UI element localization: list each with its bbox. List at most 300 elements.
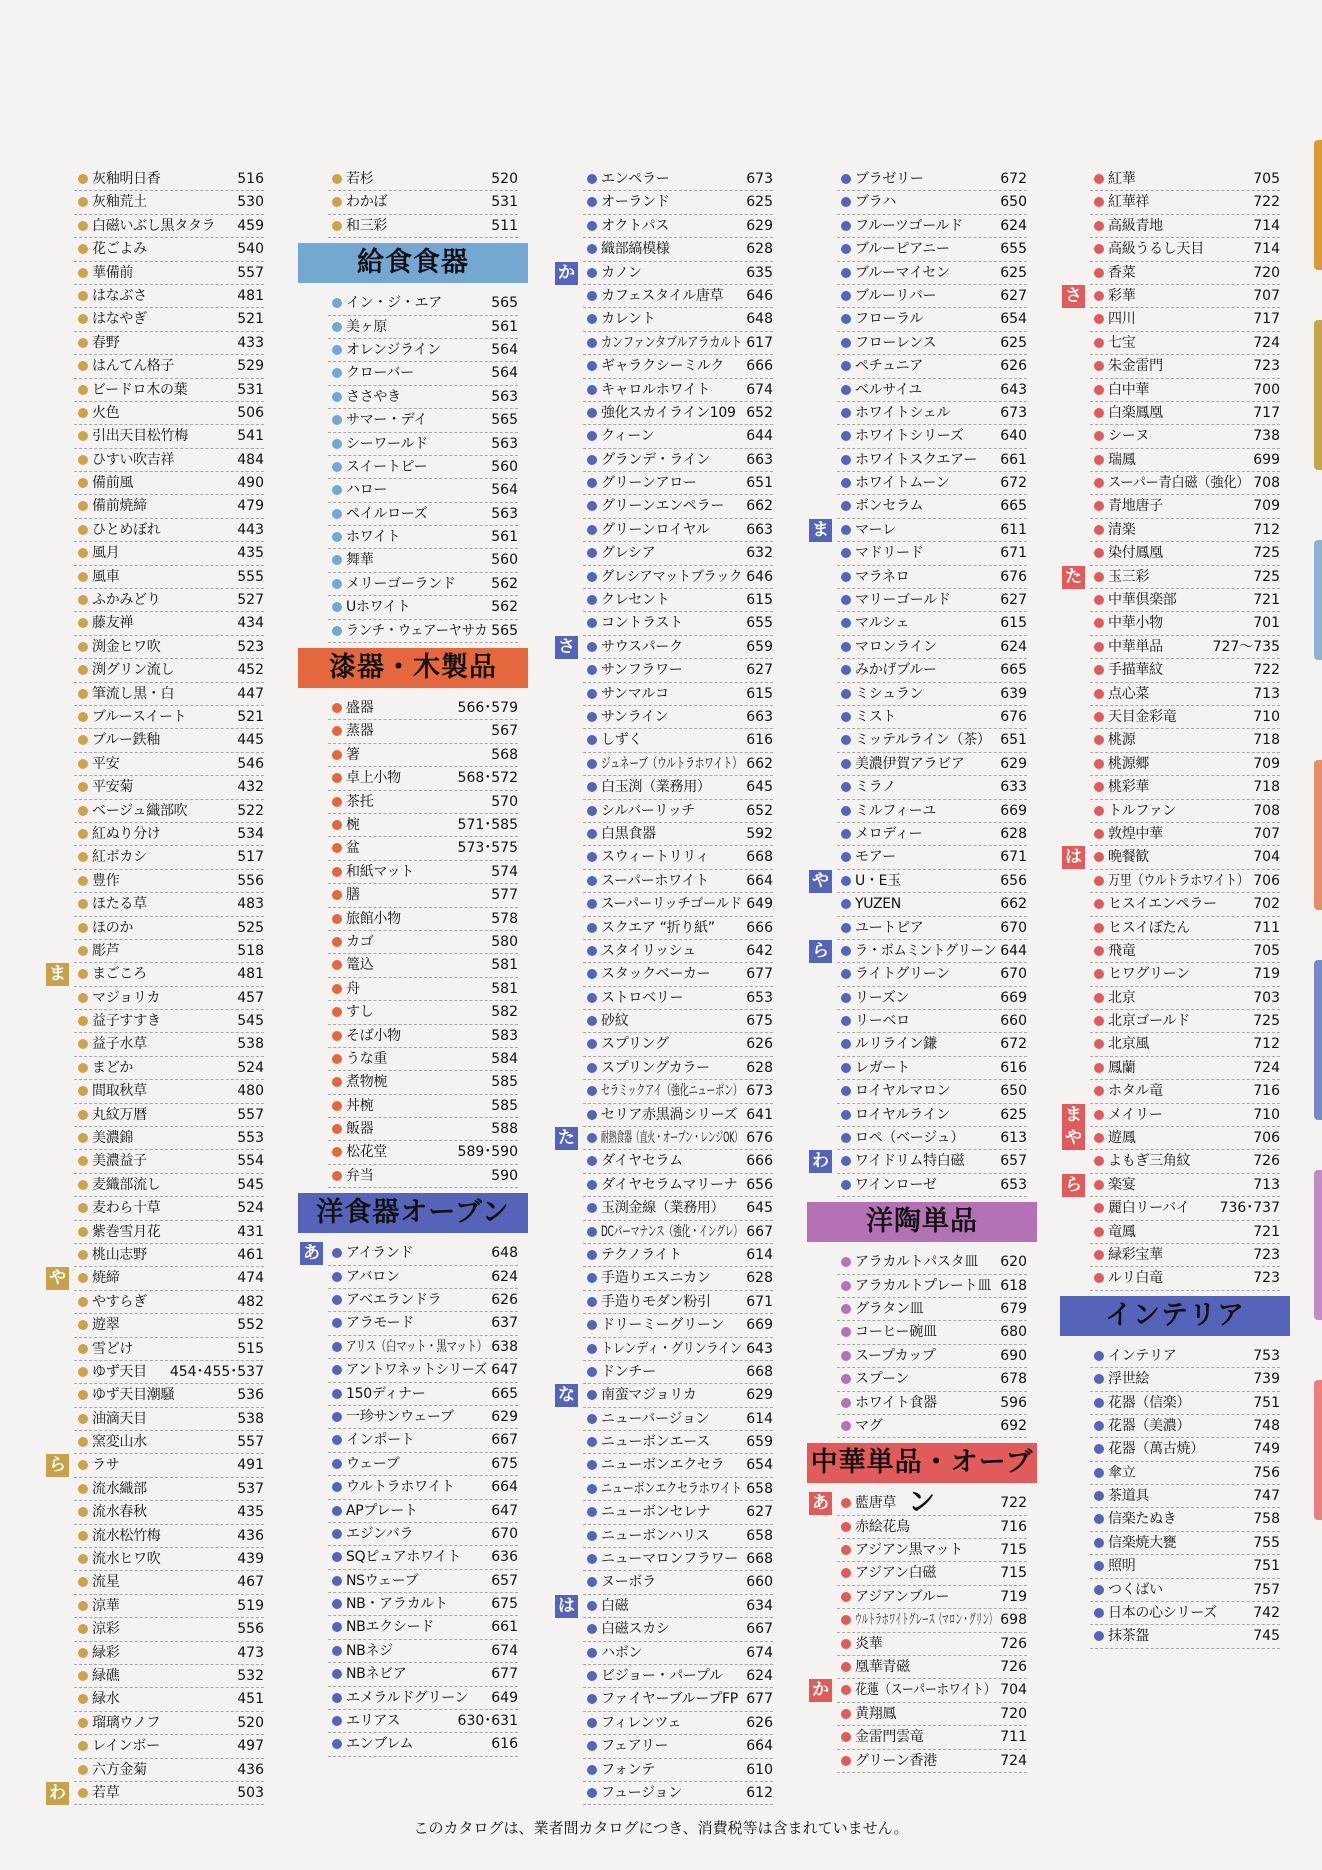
- entry-page: 516: [237, 171, 264, 187]
- bullet-dot-icon: [1094, 1250, 1104, 1260]
- bullet-dot-icon: [332, 1693, 342, 1703]
- entry-name: フォンテ: [601, 1761, 656, 1778]
- index-entry: [328, 1095, 518, 1118]
- entry-page: 722: [1253, 194, 1280, 211]
- entry-name: U・E玉: [855, 872, 901, 889]
- bullet-dot-icon: [587, 1016, 597, 1026]
- entry-name: ミラノ: [855, 779, 896, 796]
- kana-marker: は: [1062, 846, 1085, 869]
- bullet-dot-icon: [1094, 1273, 1104, 1283]
- entry-name: 南蛮マジョリカ: [601, 1387, 697, 1404]
- index-entry: [583, 963, 773, 986]
- bullet-dot-icon: [78, 1437, 88, 1447]
- entry-page: 709: [1253, 498, 1280, 515]
- section-header: 中華単品・オーブン: [807, 1443, 1037, 1483]
- entry-page: 545: [237, 1013, 264, 1030]
- entry-page: 673: [746, 1083, 773, 1100]
- bullet-dot-icon: [1094, 852, 1104, 862]
- entry-name: オレンジライン: [346, 341, 441, 358]
- index-entry: [74, 1150, 264, 1173]
- index-entry: [1090, 940, 1280, 963]
- entry-page: 725: [1253, 1013, 1280, 1030]
- entry-page: 720: [1253, 264, 1280, 281]
- bullet-dot-icon: [332, 1147, 342, 1157]
- entry-page: 648: [491, 1245, 518, 1262]
- index-entry: [328, 814, 518, 837]
- entry-name: 卓上小物: [346, 770, 401, 787]
- index-entry: [1090, 308, 1280, 331]
- index-entry: [328, 861, 518, 884]
- bullet-dot-icon: [78, 431, 88, 441]
- index-entry: [74, 238, 264, 261]
- entry-name: スーパー青白磁（強化）: [1108, 475, 1250, 492]
- bullet-dot-icon: [1094, 1538, 1104, 1548]
- entry-page: 636: [491, 1549, 518, 1566]
- footer-note: このカタログは、業者間カタログにつき、消費税等は含まれていません。: [413, 1819, 909, 1837]
- bullet-dot-icon: [841, 431, 851, 441]
- entry-name: 玉渕金線（業務用）: [601, 1200, 725, 1217]
- entry-name: ラ・ボムミントグリーン: [855, 942, 997, 959]
- index-entry: [837, 308, 1027, 331]
- index-entry: [328, 1141, 518, 1164]
- bullet-dot-icon: [587, 1507, 597, 1517]
- entry-name: 白中華: [1108, 381, 1150, 398]
- bullet-dot-icon: [587, 1203, 597, 1213]
- bullet-dot-icon: [587, 478, 597, 488]
- entry-name: セラミックアイ（強化ニューボン）: [601, 1083, 742, 1100]
- entry-name: エンペラー: [601, 171, 670, 187]
- bullet-dot-icon: [78, 876, 88, 886]
- index-entry: [583, 1197, 773, 1220]
- index-entry: [74, 1384, 264, 1407]
- entry-page: 661: [491, 1619, 518, 1636]
- entry-page: 645: [746, 1200, 773, 1217]
- entry-name: やすらぎ: [92, 1293, 147, 1310]
- entry-page: 522: [237, 802, 264, 819]
- index-entry: [837, 776, 1027, 799]
- bullet-dot-icon: [841, 478, 851, 488]
- entry-name: ペイルローズ: [346, 505, 428, 522]
- entry-page: 736･737: [1219, 1200, 1280, 1217]
- bullet-dot-icon: [587, 1694, 597, 1704]
- bullet-dot-icon: [78, 1414, 88, 1424]
- entry-page: 565: [491, 412, 518, 429]
- bullet-dot-icon: [78, 478, 88, 488]
- index-entry: [558, 1384, 773, 1407]
- bullet-dot-icon: [1094, 478, 1104, 488]
- index-entry: [328, 791, 518, 814]
- bullet-dot-icon: [841, 1016, 851, 1026]
- bullet-dot-icon: [841, 1709, 851, 1719]
- entry-name: NB・アラカルト: [346, 1596, 448, 1613]
- bullet-dot-icon: [332, 298, 342, 308]
- index-entry: [328, 1733, 518, 1756]
- index-entry: [1090, 1532, 1280, 1555]
- entry-name: モアー: [855, 849, 896, 866]
- entry-page: 665: [1000, 498, 1027, 515]
- index-entry: [1090, 191, 1280, 214]
- entry-page: 726: [1000, 1635, 1027, 1652]
- entry-name: ヒスイぼたん: [1108, 919, 1190, 936]
- entry-page: 704: [1000, 1682, 1027, 1699]
- entry-page: 673: [1000, 404, 1027, 421]
- entry-name: ニューボンエクセラホワイト: [601, 1480, 742, 1497]
- index-entry: [303, 1242, 518, 1265]
- entry-page: 624: [1000, 638, 1027, 655]
- bullet-dot-icon: [1094, 455, 1104, 465]
- entry-name: 舟: [346, 980, 360, 997]
- entry-page: 521: [237, 708, 264, 725]
- bullet-dot-icon: [332, 1248, 342, 1258]
- entry-name: フェアリー: [601, 1738, 669, 1755]
- entry-page: 671: [1000, 849, 1027, 866]
- index-entry: [1065, 285, 1280, 308]
- bullet-dot-icon: [1094, 221, 1104, 231]
- entry-name: スプーン: [855, 1371, 910, 1388]
- bullet-dot-icon: [1094, 244, 1104, 254]
- bullet-dot-icon: [1094, 876, 1104, 886]
- entry-page: 628: [1000, 825, 1027, 842]
- index-entry: [837, 612, 1027, 635]
- entry-name: 油滴天目: [92, 1410, 147, 1427]
- entry-name: 凰華青磁: [855, 1659, 910, 1676]
- entry-page: 585: [491, 1097, 518, 1114]
- entry-page: 662: [746, 498, 773, 515]
- kana-marker: か: [809, 1679, 832, 1702]
- edge-tab: [1314, 760, 1322, 910]
- entry-page: 673: [746, 171, 773, 187]
- bullet-dot-icon: [332, 937, 342, 947]
- bullet-dot-icon: [1094, 197, 1104, 207]
- index-entry: [49, 1267, 264, 1290]
- bullet-dot-icon: [841, 244, 851, 254]
- bullet-dot-icon: [332, 1529, 342, 1539]
- index-entry: [1090, 1150, 1280, 1173]
- entry-page: 517: [237, 849, 264, 866]
- index-entry: [837, 1516, 1027, 1539]
- entry-page: 660: [746, 1574, 773, 1591]
- bullet-dot-icon: [332, 914, 342, 924]
- bullet-dot-icon: [587, 1344, 597, 1354]
- index-entry: [74, 753, 264, 776]
- index-entry: [558, 1595, 773, 1618]
- entry-page: 611: [1000, 521, 1027, 538]
- bullet-dot-icon: [841, 1281, 851, 1291]
- entry-page: 670: [1000, 919, 1027, 936]
- entry-page: 756: [1253, 1464, 1280, 1481]
- entry-name: アジアン黒マット: [855, 1542, 963, 1559]
- entry-page: 660: [1000, 1013, 1027, 1030]
- bullet-dot-icon: [841, 455, 851, 465]
- entry-page: 571･585: [457, 816, 518, 833]
- entry-page: 534: [237, 825, 264, 842]
- bullet-dot-icon: [78, 1133, 88, 1143]
- index-column-3: [558, 168, 773, 1805]
- entry-name: マドリード: [855, 545, 924, 562]
- entry-name: ブラハ: [855, 194, 897, 211]
- entry-page: 627: [746, 1504, 773, 1521]
- index-entry: [1065, 1104, 1280, 1127]
- entry-page: 596: [1000, 1394, 1027, 1411]
- entry-name: 舞華: [346, 552, 374, 569]
- entry-name: スタイリッシュ: [601, 942, 696, 959]
- entry-name: ハボン: [601, 1644, 643, 1661]
- index-entry: [74, 729, 264, 752]
- entry-page: 675: [491, 1455, 518, 1472]
- bullet-dot-icon: [587, 806, 597, 816]
- entry-page: 710: [1253, 708, 1280, 725]
- bullet-dot-icon: [78, 1250, 88, 1260]
- entry-page: 677: [746, 966, 773, 983]
- entry-name: ラサ: [92, 1457, 120, 1474]
- entry-name: はなぶさ: [92, 287, 147, 304]
- bullet-dot-icon: [587, 1484, 597, 1494]
- entry-page: 628: [746, 241, 773, 258]
- entry-page: 720: [1000, 1705, 1027, 1722]
- bullet-dot-icon: [332, 773, 342, 783]
- entry-page: 712: [1253, 521, 1280, 538]
- index-entry: [837, 636, 1027, 659]
- entry-name: ロイヤルマロン: [855, 1083, 951, 1100]
- bullet-dot-icon: [587, 852, 597, 862]
- entry-name: 白磁いぶし黒タタラ: [92, 217, 216, 234]
- index-entry: [328, 908, 518, 931]
- index-entry: [74, 612, 264, 635]
- index-entry: [328, 954, 518, 977]
- bullet-dot-icon: [587, 338, 597, 348]
- index-entry: [74, 566, 264, 589]
- index-entry: [74, 1244, 264, 1267]
- bullet-dot-icon: [332, 439, 342, 449]
- section-header: 洋食器オーブン: [298, 1193, 528, 1233]
- entry-page: 724: [1253, 334, 1280, 351]
- entry-name: ギャラクシーミルク: [601, 358, 725, 375]
- entry-page: 560: [491, 458, 518, 475]
- entry-name: ダイヤセラムマリーナ: [601, 1176, 738, 1193]
- index-entry: [583, 1501, 773, 1524]
- entry-page: 667: [746, 1621, 773, 1638]
- entry-page: 652: [746, 802, 773, 819]
- entry-name: 益子水草: [92, 1036, 147, 1053]
- entry-page: 646: [746, 568, 773, 585]
- entry-name: うな重: [346, 1050, 388, 1067]
- bullet-dot-icon: [587, 1086, 597, 1096]
- entry-name: 膳: [346, 887, 360, 904]
- bullet-dot-icon: [587, 1297, 597, 1307]
- index-entry: [837, 893, 1027, 916]
- kana-marker: は: [555, 1595, 578, 1618]
- entry-page: 663: [746, 521, 773, 538]
- entry-name: サウスパーク: [601, 638, 683, 655]
- index-entry: [328, 1406, 518, 1429]
- entry-page: 704: [1253, 849, 1280, 866]
- entry-page: 536: [237, 1387, 264, 1404]
- entry-name: 若杉: [346, 171, 374, 187]
- bullet-dot-icon: [841, 759, 851, 769]
- entry-name: 楽宴: [1108, 1176, 1136, 1193]
- index-entry: [74, 1501, 264, 1524]
- index-entry: [74, 1735, 264, 1758]
- entry-name: 金雷門雲竜: [855, 1729, 924, 1746]
- entry-name: 白黒食器: [601, 825, 656, 842]
- entry-page: 481: [237, 287, 264, 304]
- entry-name: ロイヤルライン: [855, 1106, 950, 1123]
- index-entry: [328, 884, 518, 907]
- index-entry: [74, 893, 264, 916]
- index-entry: [837, 262, 1027, 285]
- entry-name: 渕金ヒワ吹: [92, 638, 161, 655]
- bullet-dot-icon: [841, 1498, 851, 1508]
- entry-name: シルバーリッチ: [601, 802, 696, 819]
- entry-page: 709: [1253, 755, 1280, 772]
- entry-page: 625: [1000, 334, 1027, 351]
- entry-page: 451: [237, 1691, 264, 1708]
- index-entry: [74, 332, 264, 355]
- entry-page: 758: [1253, 1511, 1280, 1528]
- bullet-dot-icon: [332, 1622, 342, 1632]
- entry-name: ストロベリー: [601, 989, 684, 1006]
- entry-name: 涼彩: [92, 1621, 120, 1638]
- index-entry: [583, 1712, 773, 1735]
- index-entry: [328, 1453, 518, 1476]
- entry-name: 染付鳳凰: [1108, 545, 1163, 562]
- entry-name: 火色: [92, 404, 120, 421]
- entry-name: DCパーマナンス（強化・イングレ）: [601, 1223, 742, 1240]
- entry-page: 672: [1000, 475, 1027, 492]
- bullet-dot-icon: [587, 1577, 597, 1587]
- entry-name: 朱金雷門: [1108, 358, 1163, 375]
- bullet-dot-icon: [587, 1039, 597, 1049]
- entry-name: ブラゼリー: [855, 171, 924, 187]
- entry-page: 467: [237, 1574, 264, 1591]
- entry-page: 742: [1253, 1605, 1280, 1622]
- entry-name: 焼締: [92, 1270, 120, 1287]
- bullet-dot-icon: [841, 1257, 851, 1267]
- index-entry: [74, 1338, 264, 1361]
- index-entry: [837, 1633, 1027, 1656]
- entry-page: 650: [1000, 1083, 1027, 1100]
- entry-page: 523: [237, 638, 264, 655]
- bullet-dot-icon: [841, 1592, 851, 1602]
- index-entry: [837, 987, 1027, 1010]
- entry-name: グレシアマットブラック: [601, 568, 743, 585]
- bullet-dot-icon: [332, 197, 342, 207]
- index-column-5: [1065, 168, 1280, 1649]
- entry-name: 茶道具: [1108, 1488, 1150, 1505]
- bullet-dot-icon: [841, 969, 851, 979]
- index-entry: [74, 1127, 264, 1150]
- entry-name: スクエア “折り紙”: [601, 919, 715, 936]
- entry-name: アジアン白磁: [855, 1565, 937, 1582]
- kana-marker: あ: [300, 1242, 323, 1265]
- entry-page: 561: [491, 529, 518, 546]
- entry-page: 659: [746, 638, 773, 655]
- entry-name: キャロルホワイト: [601, 381, 711, 398]
- bullet-dot-icon: [332, 1054, 342, 1064]
- bullet-dot-icon: [1094, 595, 1104, 605]
- index-entry: [583, 191, 773, 214]
- index-entry: [583, 940, 773, 963]
- index-entry: [583, 1267, 773, 1290]
- bullet-dot-icon: [841, 782, 851, 792]
- index-entry: [74, 449, 264, 472]
- bullet-dot-icon: [841, 361, 851, 371]
- entry-page: 674: [491, 1642, 518, 1659]
- bullet-dot-icon: [841, 572, 851, 582]
- entry-page: 639: [1000, 685, 1027, 702]
- index-entry: [74, 636, 264, 659]
- entry-name: 緑礁: [92, 1668, 120, 1684]
- bullet-dot-icon: [78, 385, 88, 395]
- bullet-dot-icon: [587, 431, 597, 441]
- index-entry: [74, 355, 264, 378]
- bullet-dot-icon: [1094, 1086, 1104, 1096]
- section-header: インテリア: [1060, 1296, 1290, 1336]
- entry-page: 757: [1253, 1581, 1280, 1598]
- entry-page: 613: [1000, 1130, 1027, 1147]
- index-entry: [583, 285, 773, 308]
- entry-name: ライトグリーン: [855, 966, 950, 983]
- entry-name: 流水春秋: [92, 1504, 147, 1521]
- entry-page: 524: [237, 1059, 264, 1076]
- entry-page: 666: [746, 358, 773, 375]
- entry-page: 628: [746, 1059, 773, 1076]
- bullet-dot-icon: [841, 829, 851, 839]
- bullet-dot-icon: [841, 1756, 851, 1766]
- entry-name: 北京: [1108, 989, 1136, 1006]
- entry-name: シーヌ: [1108, 428, 1150, 445]
- index-entry: [1090, 215, 1280, 238]
- entry-page: 483: [237, 896, 264, 913]
- index-entry: [837, 1057, 1027, 1080]
- entry-page: 657: [1000, 1153, 1027, 1170]
- entry-page: 560: [491, 552, 518, 569]
- index-entry: [74, 1221, 264, 1244]
- entry-name: レガート: [855, 1059, 910, 1076]
- entry-page: 564: [491, 482, 518, 499]
- entry-name: 桃彩華: [1108, 779, 1150, 796]
- entry-name: しずく: [601, 732, 643, 749]
- index-entry: [74, 1431, 264, 1454]
- index-entry: [583, 402, 773, 425]
- entry-page: 721: [1253, 1223, 1280, 1240]
- index-entry: [328, 1640, 518, 1663]
- entry-page: 520: [491, 171, 518, 187]
- entry-page: 588: [491, 1121, 518, 1138]
- bullet-dot-icon: [841, 1180, 851, 1190]
- entry-page: 562: [491, 575, 518, 592]
- entry-name: ドンチー: [601, 1363, 656, 1380]
- entry-name: 点心菜: [1108, 685, 1150, 702]
- index-entry: [328, 456, 518, 479]
- bullet-dot-icon: [841, 197, 851, 207]
- entry-name: 白磁: [601, 1597, 629, 1614]
- index-entry: [837, 238, 1027, 261]
- index-entry: [1090, 1221, 1280, 1244]
- index-entry: [328, 1616, 518, 1639]
- entry-page: 615: [746, 592, 773, 609]
- entry-name: SQピュアホワイト: [346, 1549, 461, 1566]
- entry-name: カレント: [601, 311, 656, 328]
- entry-name: ワイドリム特白磁: [855, 1153, 965, 1170]
- entry-page: 668: [746, 1363, 773, 1380]
- index-entry: [583, 1478, 773, 1501]
- entry-page: 748: [1253, 1417, 1280, 1434]
- bullet-dot-icon: [1094, 1514, 1104, 1524]
- entry-name: クローバー: [346, 365, 414, 382]
- entry-name: 竜鳳: [1108, 1223, 1136, 1240]
- entry-page: 590: [491, 1167, 518, 1184]
